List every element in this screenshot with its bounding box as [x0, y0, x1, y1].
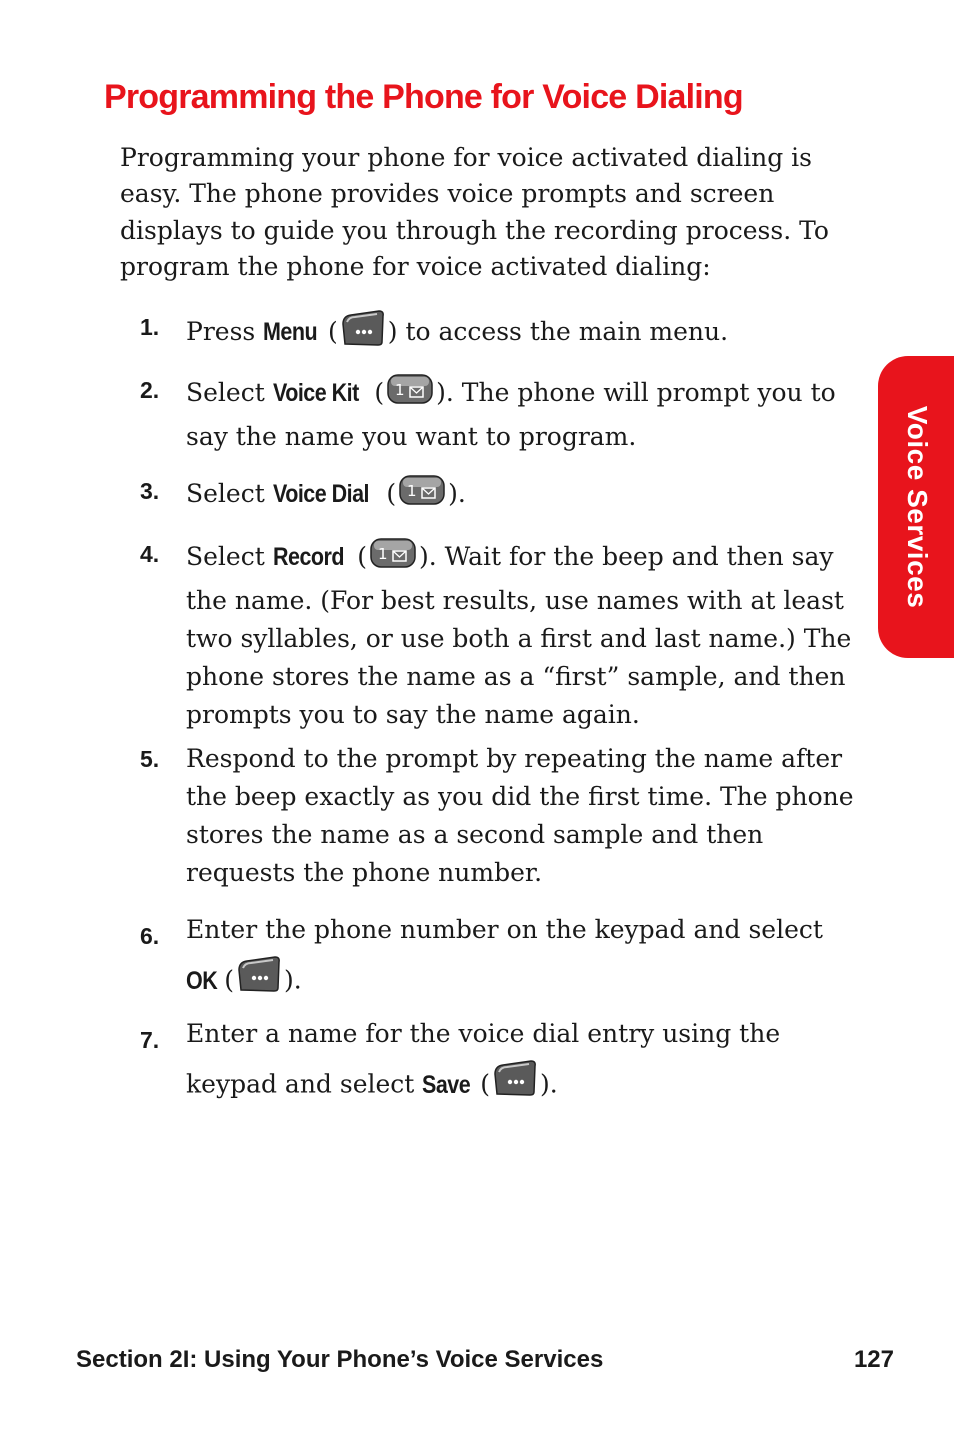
- section-side-tab: [878, 356, 954, 658]
- record-keyword: Record: [272, 543, 344, 571]
- svg-text:1: 1: [407, 482, 417, 500]
- page-number: 127: [853, 1346, 894, 1373]
- step-number: 3.: [140, 478, 160, 504]
- intro-paragraph: Programming your phone for voice activated dialing is easy. The phone provides voice prompts and screen displays to guide you through the recording process. To program the phone for voice activated dialing:: [120, 143, 829, 282]
- svg-text:1: 1: [377, 545, 388, 563]
- step-number: 5.: [140, 746, 160, 772]
- softkey-menu-icon: [339, 308, 387, 359]
- step-5: 5. Respond to the prompt by repeating the name after the beep exactly as you did the first time. The phone stores the name as a second sample and then requests the phone number.: [140, 740, 860, 892]
- softkey-menu-icon: [491, 1058, 539, 1114]
- key-1-voicemail-icon: [368, 535, 418, 582]
- step-3: 3. Select Voice Dial ( 1 ).: [140, 472, 860, 519]
- ok-keyword: OK: [186, 966, 218, 995]
- voice-kit-keyword: Voice Kit: [272, 379, 359, 407]
- step-number: 1.: [140, 314, 160, 340]
- key-1-voicemail-icon: [397, 472, 447, 519]
- step-number: 7.: [140, 1027, 160, 1053]
- page-title: Programming the Phone for Voice Dialing: [104, 78, 743, 116]
- save-keyword: Save: [422, 1070, 471, 1099]
- footer-section-title: Section 2I: Using Your Phone’s Voice Services: [76, 1346, 604, 1373]
- step-6: 6. Enter the phone number on the keypad and select OK ( ).: [140, 906, 860, 1010]
- voice-dial-keyword: Voice Dial: [272, 480, 369, 508]
- svg-text:1: 1: [395, 381, 405, 399]
- step-number: 2.: [140, 377, 160, 403]
- step-number: 4.: [140, 541, 160, 567]
- menu-keyword: Menu: [263, 318, 318, 346]
- key-1-voicemail-icon: [385, 371, 435, 418]
- step-number: 6.: [140, 923, 160, 949]
- softkey-menu-icon: [235, 954, 283, 1010]
- step-7: 7. Enter a name for the voice dial entry using the keypad and select Save ( ).: [140, 1010, 860, 1114]
- step-2: 2. Select Voice Kit ( 1 ). The phone will prompt you to say the name you want to program.: [140, 371, 860, 456]
- step-1: 1. Press Menu ( ) to access the main menu.: [140, 308, 860, 359]
- step-4: 4. Select Record ( 1 ). Wait for the beep and then say the name. (For best results, use names with at least two syllables, or use both a first and last name.) The phone stores the name as a “first” sample, and then prompts you to say the name again.: [140, 535, 860, 734]
- side-tab-label: Voice Services: [902, 405, 933, 609]
